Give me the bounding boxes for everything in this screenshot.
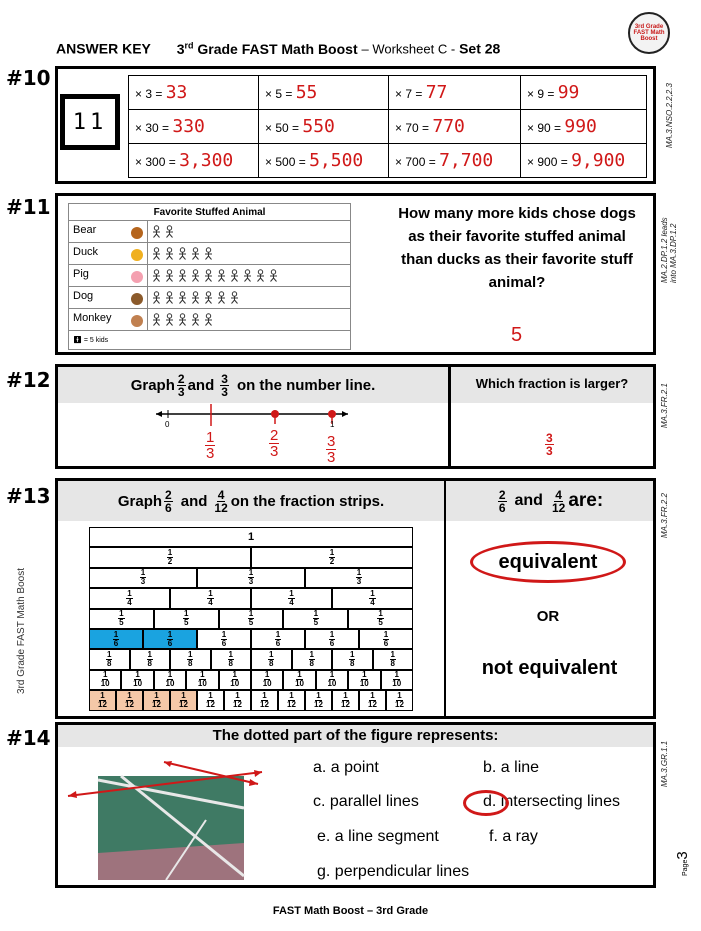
q10-standard: MA.3.NSO.2.2,2.3 <box>665 83 674 148</box>
animal-label: Pig <box>73 268 89 280</box>
q10-base-box <box>60 94 120 150</box>
strip-cell: 1 3 <box>305 568 413 588</box>
person-icon <box>178 291 187 304</box>
mul-cell <box>259 76 389 110</box>
label-one-third: $\frac{1}{3}$ <box>206 429 215 462</box>
animal-toy-icon <box>131 227 143 239</box>
strip-cell: 1 8 <box>251 649 292 669</box>
q13-fraction-1: $\frac{2}{6}$ <box>165 487 172 515</box>
mul-answer: 99 <box>557 82 580 103</box>
strip-cell: 1 12 <box>251 690 278 710</box>
mul-row <box>129 76 647 110</box>
strip-cell: 1 12 <box>305 690 332 710</box>
q11-standard: MA.2.DP.1.2 leads into MA.3.DP.1.2 <box>660 217 678 283</box>
pictograph-row <box>69 287 351 309</box>
strip-cell: 1 8 <box>89 649 130 669</box>
mul-cell <box>129 144 259 178</box>
person-icon <box>178 313 187 326</box>
pictograph-count-cell <box>148 309 351 331</box>
person-icon <box>243 269 252 282</box>
fraction-strips <box>89 527 413 711</box>
person-icon <box>152 225 161 238</box>
strip-cell: 1 12 <box>116 690 143 710</box>
strip-cell: 1 8 <box>332 649 373 669</box>
pictograph-row <box>69 265 351 287</box>
page-number <box>674 851 692 876</box>
q12-fraction-2: $\frac{3}{3}$ <box>221 371 228 399</box>
person-icon <box>165 247 174 260</box>
strip-row <box>89 690 413 710</box>
mul-answer: 330 <box>172 116 205 137</box>
mul-row <box>129 110 647 144</box>
logo-text: 3rd Grade FAST Math Boost <box>633 23 665 43</box>
pictograph-count-cell <box>148 221 351 243</box>
strip-cell: 1 12 <box>89 690 116 710</box>
mul-answer: 5,500 <box>309 150 364 171</box>
q14-prompt: The dotted part of the figure represents: <box>212 727 499 744</box>
page-header <box>56 40 500 57</box>
court-figure <box>66 758 276 880</box>
mul-answer: 55 <box>295 82 318 103</box>
strip-row <box>89 670 413 690</box>
option-e: e. a line segment <box>317 828 439 845</box>
mul-factor: × 7 = <box>395 87 423 101</box>
grade-title: Grade FAST Math Boost <box>197 40 358 57</box>
mul-cell <box>521 144 647 178</box>
pictograph-row <box>69 243 351 265</box>
strip-cell: 1 6 <box>251 629 305 649</box>
strip-cell: 1 12 <box>332 690 359 710</box>
animal-toy-icon <box>131 315 143 327</box>
q13-standard: MA.3.FR.2.2 <box>660 493 669 538</box>
person-icon <box>178 247 187 260</box>
pictograph-animal-cell <box>69 287 148 309</box>
strip-cell: 1 5 <box>348 609 413 629</box>
strip-row <box>89 629 413 649</box>
pictograph-animal-cell <box>69 243 148 265</box>
strip-cell: 1 12 <box>170 690 197 710</box>
person-icon <box>152 291 161 304</box>
mul-factor: × 700 = <box>395 155 436 169</box>
mul-cell <box>389 144 521 178</box>
mul-cell <box>129 110 259 144</box>
option-d: d. intersecting lines <box>483 793 620 810</box>
footer: FAST Math Boost – 3rd Grade <box>272 905 429 917</box>
person-icon <box>217 269 226 282</box>
person-icon <box>191 291 200 304</box>
q13-right-prompt: $\frac{2}{6}$ and $\frac{4}{12}$ are: <box>498 487 604 515</box>
pictograph-row <box>69 221 351 243</box>
option-d-circle <box>463 790 509 816</box>
q13-prompt: Graph $\frac{2}{6}$ and $\frac{4}{12}$ on the fraction strips. <box>117 487 385 515</box>
choice-equivalent: equivalent <box>498 551 598 573</box>
option-c: c. parallel lines <box>313 793 419 810</box>
q12-fraction-1: $\frac{2}{3}$ <box>177 371 185 399</box>
pictograph-title: Favorite Stuffed Animal <box>69 204 351 221</box>
strip-cell: 1 4 <box>89 588 170 608</box>
mul-factor: × 70 = <box>395 121 430 135</box>
strip-row <box>89 568 413 588</box>
person-icon <box>178 269 187 282</box>
mul-factor: × 900 = <box>527 155 568 169</box>
pictograph-count-cell <box>148 265 351 287</box>
animal-label: Duck <box>73 246 99 258</box>
strip-cell: 1 3 <box>89 568 197 588</box>
logo <box>628 12 670 54</box>
pictograph-table <box>68 203 351 350</box>
mul-factor: × 50 = <box>265 121 300 135</box>
q11-number: #11 <box>6 195 51 219</box>
q12-question: Which fraction is larger? <box>475 376 629 391</box>
strip-cell: 1 10 <box>121 670 153 690</box>
q11-answer: 5 <box>511 324 523 346</box>
strip-cell: 1 6 <box>89 629 143 649</box>
option-g: g. perpendicular lines <box>317 863 470 880</box>
strip-cell: 1 8 <box>130 649 171 669</box>
mul-factor: × 9 = <box>527 87 555 101</box>
q13-fraction-2: $\frac{4}{12}$ <box>214 487 228 515</box>
person-icon <box>230 269 239 282</box>
set-label: Set 28 <box>459 40 501 57</box>
strip-cell: 1 8 <box>170 649 211 669</box>
option-a: a. a point <box>313 759 379 776</box>
mul-cell <box>521 110 647 144</box>
animal-label: Monkey <box>73 312 112 324</box>
person-icon <box>204 313 213 326</box>
animal-toy-icon <box>131 293 143 305</box>
strip-cell: 1 10 <box>348 670 380 690</box>
strip-cell: 1 12 <box>278 690 305 710</box>
mul-answer: 9,900 <box>571 150 626 171</box>
strip-cell: 1 10 <box>89 670 121 690</box>
strip-cell: 1 12 <box>224 690 251 710</box>
strip-cell: 1 4 <box>251 588 332 608</box>
page-value: 3 <box>674 851 691 860</box>
strip-row <box>89 649 413 669</box>
mul-cell <box>389 76 521 110</box>
person-icon <box>204 291 213 304</box>
strip-cell: 1 10 <box>186 670 218 690</box>
mul-cell <box>259 110 389 144</box>
q10-number: #10 <box>6 66 51 90</box>
pictograph-animal-cell <box>69 265 148 287</box>
strip-cell: 1 10 <box>219 670 251 690</box>
strip-cell: 1 8 <box>373 649 414 669</box>
strip-cell: 1 6 <box>143 629 197 649</box>
person-icon <box>165 269 174 282</box>
strip-cell: 1 3 <box>197 568 305 588</box>
q13-number: #13 <box>6 484 51 508</box>
person-icon <box>256 269 265 282</box>
key-label: = 5 kids <box>83 337 109 344</box>
mul-cell <box>521 76 647 110</box>
strip-cell: 1 5 <box>89 609 154 629</box>
strip-cell: 1 2 <box>89 547 251 567</box>
mul-answer: 550 <box>302 116 335 137</box>
mul-factor: × 5 = <box>265 87 293 101</box>
key-person-icon: 🚹︎ <box>73 337 82 344</box>
strip-cell: 1 6 <box>305 629 359 649</box>
person-icon <box>152 269 161 282</box>
person-icon <box>204 269 213 282</box>
q14-number: #14 <box>6 726 51 750</box>
animal-label: Dog <box>73 290 94 302</box>
page-label: Page <box>682 859 689 876</box>
strip-cell: 1 12 <box>197 690 224 710</box>
mul-cell <box>389 110 521 144</box>
mul-row <box>129 144 647 178</box>
person-icon <box>191 269 200 282</box>
strip-cell: 1 8 <box>292 649 333 669</box>
strip-cell: 1 8 <box>211 649 252 669</box>
option-b: b. a line <box>483 759 540 776</box>
mul-answer: 33 <box>165 82 188 103</box>
mul-answer: 990 <box>564 116 597 137</box>
pictograph-animal-cell <box>69 309 148 331</box>
option-f: f. a ray <box>489 828 538 845</box>
animal-toy-icon <box>131 249 143 261</box>
strip-row <box>89 609 413 629</box>
strip-cell: 1 10 <box>251 670 283 690</box>
strip-cell: 1 10 <box>283 670 315 690</box>
label-three-thirds: $\frac{3}{3}$ <box>327 433 336 466</box>
mul-factor: × 300 = <box>135 155 176 169</box>
person-icon <box>165 313 174 326</box>
mul-answer: 77 <box>425 82 448 103</box>
strip-cell: 1 10 <box>381 670 413 690</box>
person-icon <box>152 313 161 326</box>
grade-number: 3 <box>176 40 185 57</box>
number-line-one: 1 <box>330 420 335 429</box>
grade-suffix: rd <box>184 40 194 50</box>
q12-answer: $\frac{3}{3}$ <box>546 431 553 458</box>
pictograph-count-cell <box>148 287 351 309</box>
mul-cell <box>259 144 389 178</box>
strip-cell: 1 5 <box>283 609 348 629</box>
strip-cell: 1 12 <box>359 690 386 710</box>
strip-cell: 1 12 <box>386 690 413 710</box>
q12-standard: MA.3.FR.2.1 <box>660 383 669 428</box>
person-icon <box>152 247 161 260</box>
pictograph-key <box>69 331 351 350</box>
person-icon <box>165 225 174 238</box>
choice-or: OR <box>536 608 560 625</box>
mul-cell <box>129 76 259 110</box>
strip-row <box>89 547 413 567</box>
person-icon <box>217 291 226 304</box>
q10-multiplication-table <box>128 75 647 178</box>
pictograph-row <box>69 309 351 331</box>
person-icon <box>191 247 200 260</box>
answer-key-label: ANSWER KEY <box>56 40 151 57</box>
strip-cell: 1 2 <box>251 547 413 567</box>
q12-prompt: Graph $\frac{2}{3}$ and $\frac{3}{3}$ on the number line. <box>130 371 376 399</box>
q12-number: #12 <box>6 368 51 392</box>
person-icon <box>204 247 213 260</box>
person-icon <box>165 291 174 304</box>
q11-question: How many more kids chose dogs as their favorite stuffed animal than ducks as their favorite stuff animal? <box>398 205 636 291</box>
strip-cell: 1 6 <box>359 629 413 649</box>
strip-cell: 1 4 <box>170 588 251 608</box>
mul-answer: 7,700 <box>439 150 494 171</box>
choice-not-equivalent: not equivalent <box>481 657 618 679</box>
worksheet-label: – Worksheet C - <box>361 41 456 57</box>
strip-cell: 1 10 <box>316 670 348 690</box>
pictograph-animal-cell <box>69 221 148 243</box>
strip-cell: 1 5 <box>154 609 219 629</box>
mul-factor: × 30 = <box>135 121 170 135</box>
person-icon <box>269 269 278 282</box>
strip-cell: 1 6 <box>197 629 251 649</box>
strip-cell: 1 5 <box>219 609 284 629</box>
mul-factor: × 90 = <box>527 121 562 135</box>
mul-factor: × 3 = <box>135 87 163 101</box>
strip-cell: 1 4 <box>332 588 413 608</box>
mul-factor: × 500 = <box>265 155 306 169</box>
strip-whole: 1 <box>89 527 413 547</box>
q10-base-number: 11 <box>72 109 108 135</box>
number-line-zero: 0 <box>165 420 170 429</box>
strip-row <box>89 588 413 608</box>
mul-answer: 3,300 <box>179 150 234 171</box>
mul-answer: 770 <box>432 116 465 137</box>
strip-cell: 1 12 <box>143 690 170 710</box>
q14-standard: MA.3.GR.1.1 <box>660 740 669 787</box>
pictograph-count-cell <box>148 243 351 265</box>
animal-toy-icon <box>131 271 143 283</box>
person-icon <box>191 313 200 326</box>
side-label: 3rd Grade FAST Math Boost <box>16 568 27 694</box>
strip-cell: 1 10 <box>154 670 186 690</box>
person-icon <box>230 291 239 304</box>
label-two-thirds: $\frac{2}{3}$ <box>270 427 279 460</box>
animal-label: Bear <box>73 224 97 236</box>
